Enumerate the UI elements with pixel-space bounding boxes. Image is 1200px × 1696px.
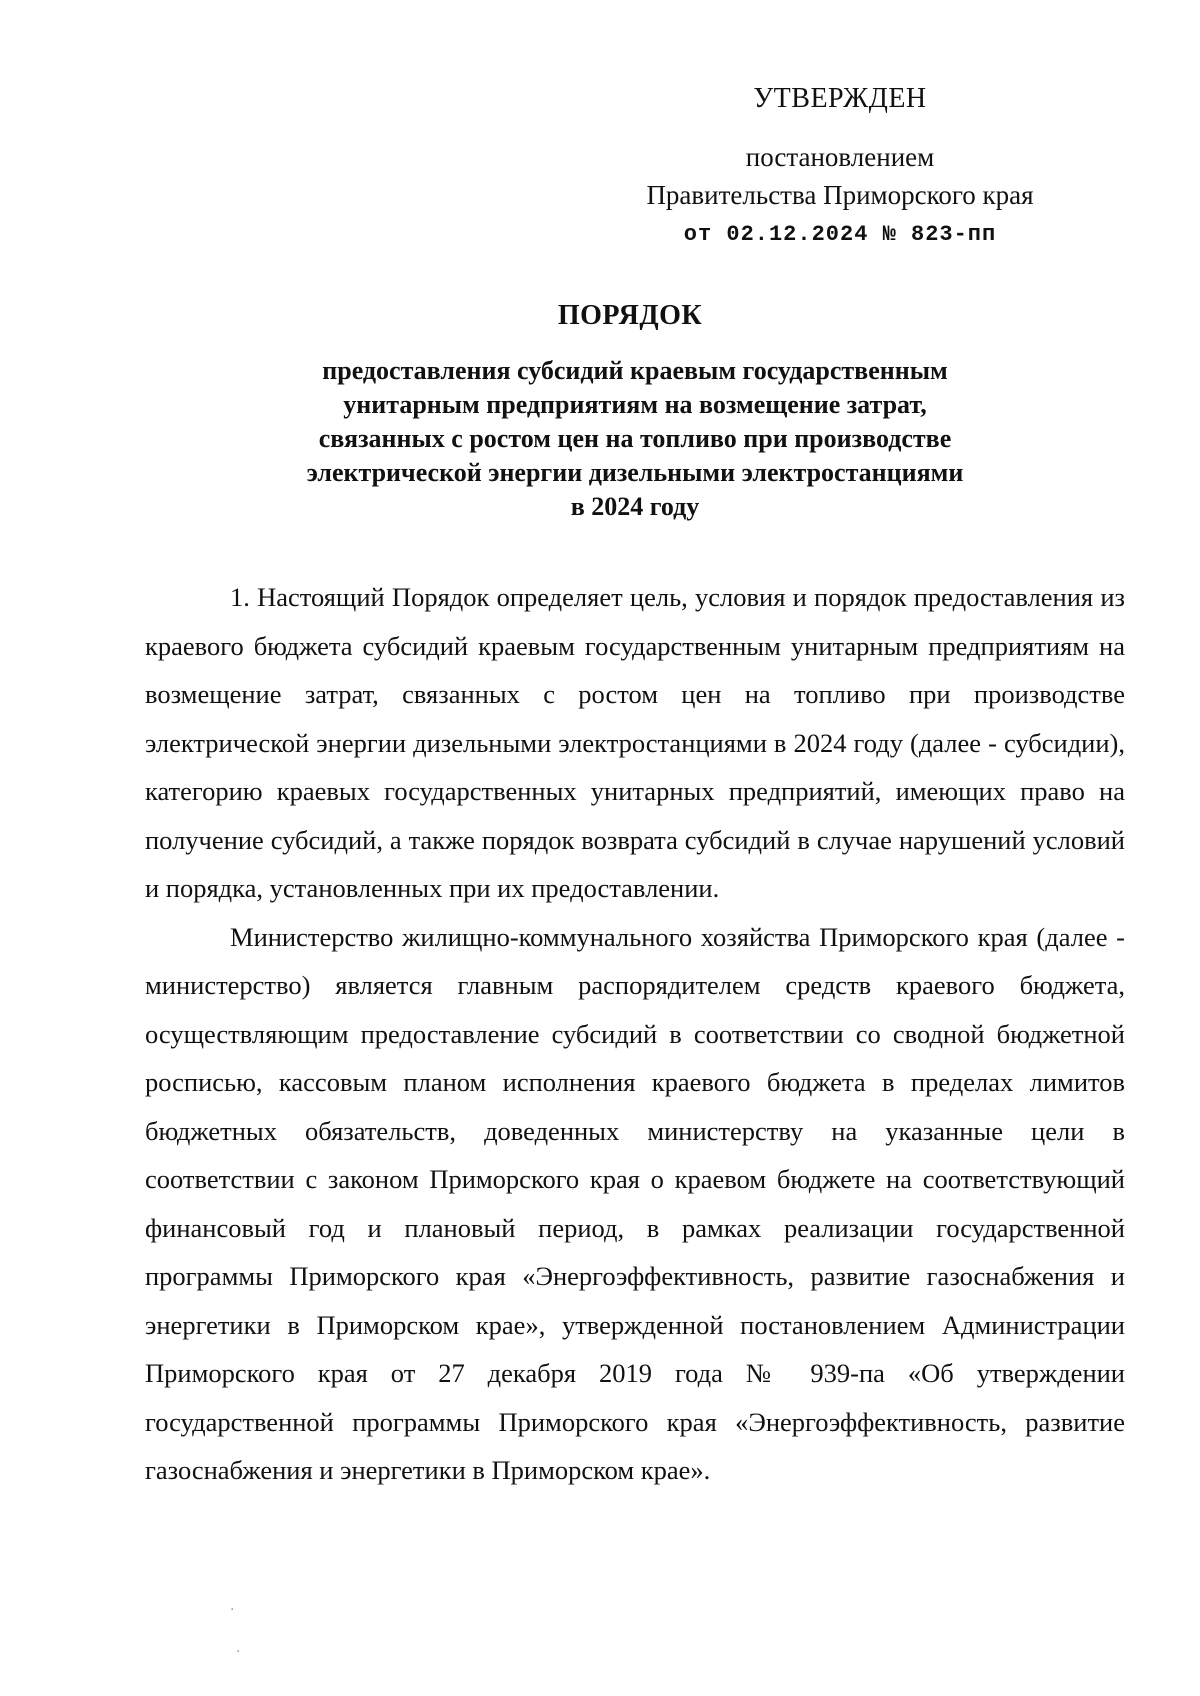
approval-stamp: УТВЕРЖДЕН bbox=[753, 83, 927, 114]
subtitle-line-1: предоставления субсидий краевым государственным bbox=[322, 356, 948, 385]
subtitle-line-4: электрической энергии дизельными электростанциями bbox=[306, 458, 964, 487]
paragraph-1: 1. Настоящий Порядок определяет цель, условия и порядок предоставления из краевого бюджета субсидий краевым государственным унитарным предприятиям на возмещение затрат, связанных с ростом цен на топливо при производстве электрической энергии дизельными электростанциями в 2024 году (далее - субсидии), категорию краевых государственных унитарных предприятий, имеющих право на получение субсидий, а также порядок возврата субсидий в случае нарушений условий и порядка, установленных при их предоставлении. bbox=[145, 582, 1125, 903]
document-body bbox=[145, 573, 1125, 1495]
document-subtitle bbox=[200, 354, 1070, 524]
paragraph-2: Министерство жилищно-коммунального хозяйства Приморского края (далее - министерство) является главным распорядителем средств краевого бюджета, осуществляющим предоставление субсидий в соответствии со сводной бюджетной росписью, кассовым планом исполнения краевого бюджета в пределах лимитов бюджетных обязательств, доведенных министерству на указанные цели в соответствии с законом Приморского края о краевом бюджете на соответствующий финансовый год и плановый период, в рамках реализации государственной программы Приморского края «Энергоэффективность, развитие газоснабжения и энергетики в Приморском крае», утвержденной постановлением Администрации Приморского края от 27 декабря 2019 года № 939-па «Об утверждении государственной программы Приморского края «Энергоэффективность, развитие газоснабжения и энергетики в Приморском крае». bbox=[145, 921, 1125, 1485]
document-title: ПОРЯДОК bbox=[557, 300, 703, 331]
approval-block bbox=[610, 80, 1070, 254]
subtitle-line-5: в 2024 году bbox=[570, 492, 700, 521]
subtitle-line-2: унитарным предприятиям на возмещение затрат, bbox=[343, 390, 927, 419]
scan-speck: . bbox=[230, 1598, 235, 1614]
scan-speck: . bbox=[236, 1640, 241, 1656]
approval-line-1: постановлением bbox=[745, 142, 935, 172]
approval-document-reference: от 02.12.2024 № 823-пп bbox=[683, 222, 997, 247]
approval-line-2: Правительства Приморского края bbox=[646, 180, 1034, 210]
subtitle-line-3: связанных с ростом цен на топливо при производстве bbox=[318, 424, 952, 453]
